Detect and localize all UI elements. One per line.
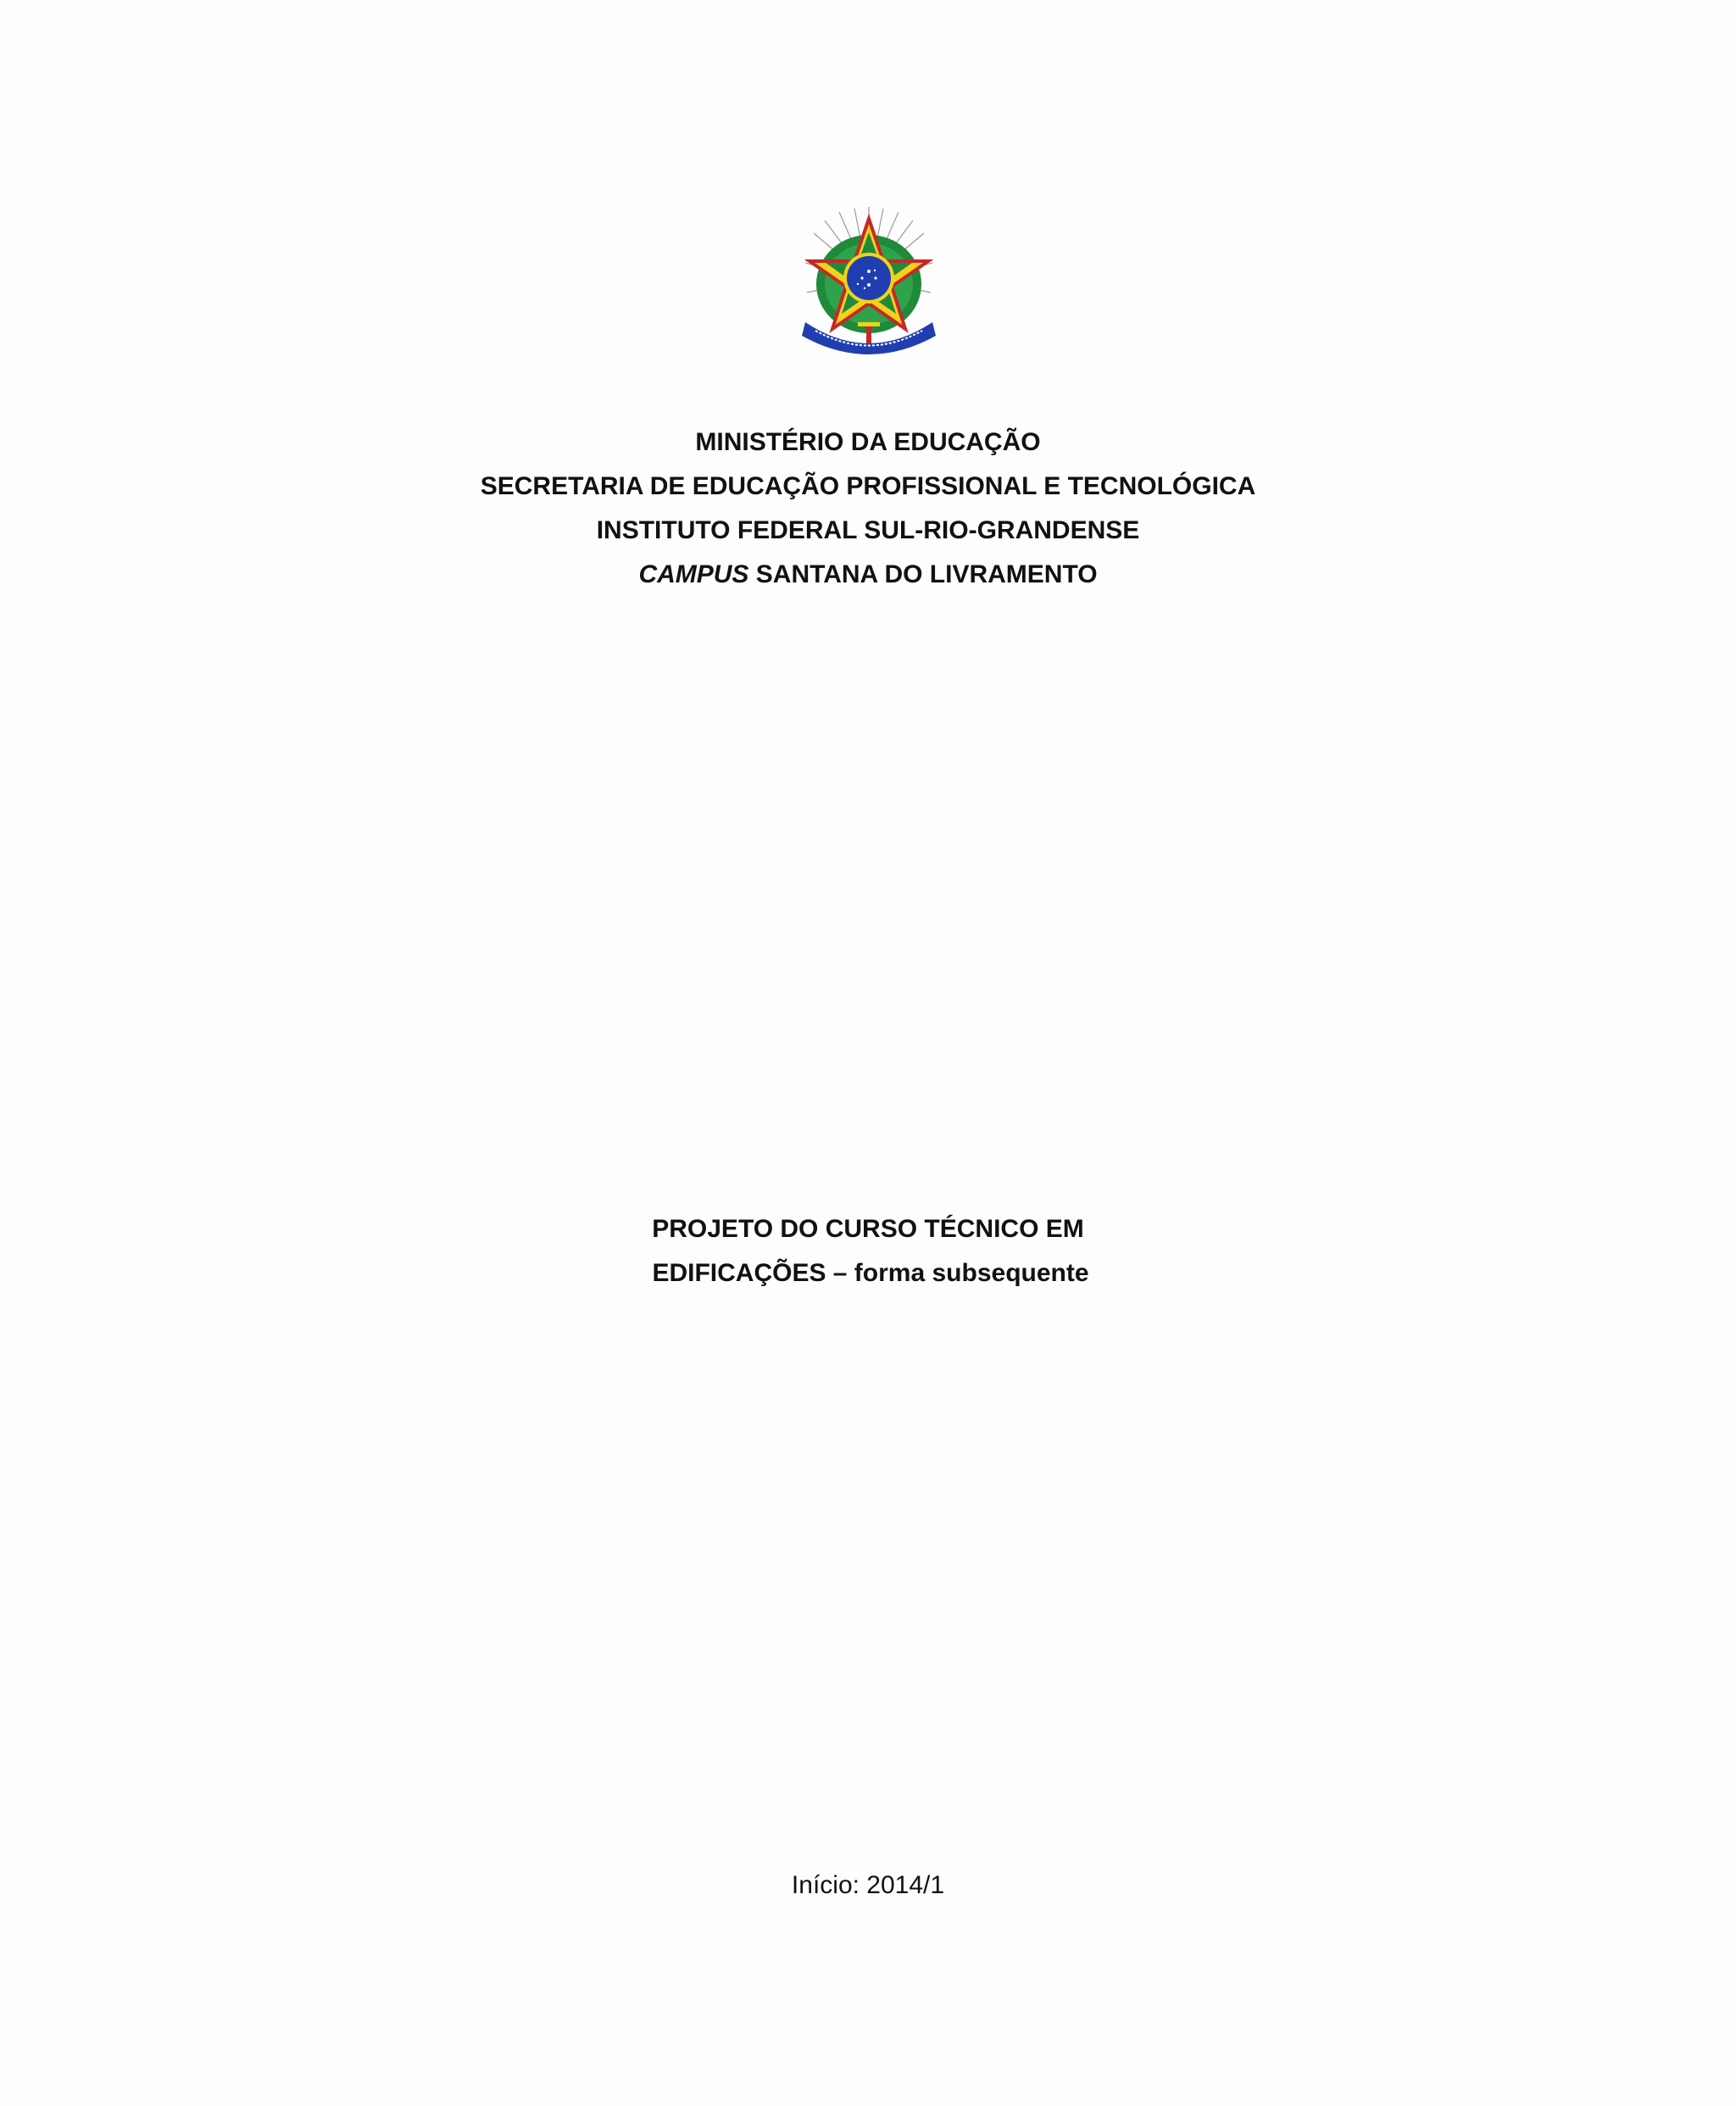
secretariat-name: SECRETARIA DE EDUCAÇÃO PROFISSIONAL E TECNOLÓGICA	[480, 472, 1256, 500]
brazil-coat-of-arms-icon	[797, 203, 941, 365]
campus-label: CAMPUS	[638, 560, 749, 588]
institute-name: INSTITUTO FEDERAL SUL-RIO-GRANDENSE	[596, 516, 1140, 544]
ministry-name: MINISTÉRIO DA EDUCAÇÃO	[695, 428, 1041, 456]
campus-name	[0, 553, 1736, 597]
title-line-1: PROJETO DO CURSO TÉCNICO EM	[652, 1215, 1084, 1243]
title-line-2: EDIFICAÇÕES – forma subsequente	[652, 1259, 1089, 1287]
institution-header	[0, 421, 1736, 597]
campus-location: SANTANA DO LIVRAMENTO	[748, 560, 1098, 588]
start-date: Início: 2014/1	[791, 1871, 945, 1899]
document-title	[0, 1207, 1736, 1295]
